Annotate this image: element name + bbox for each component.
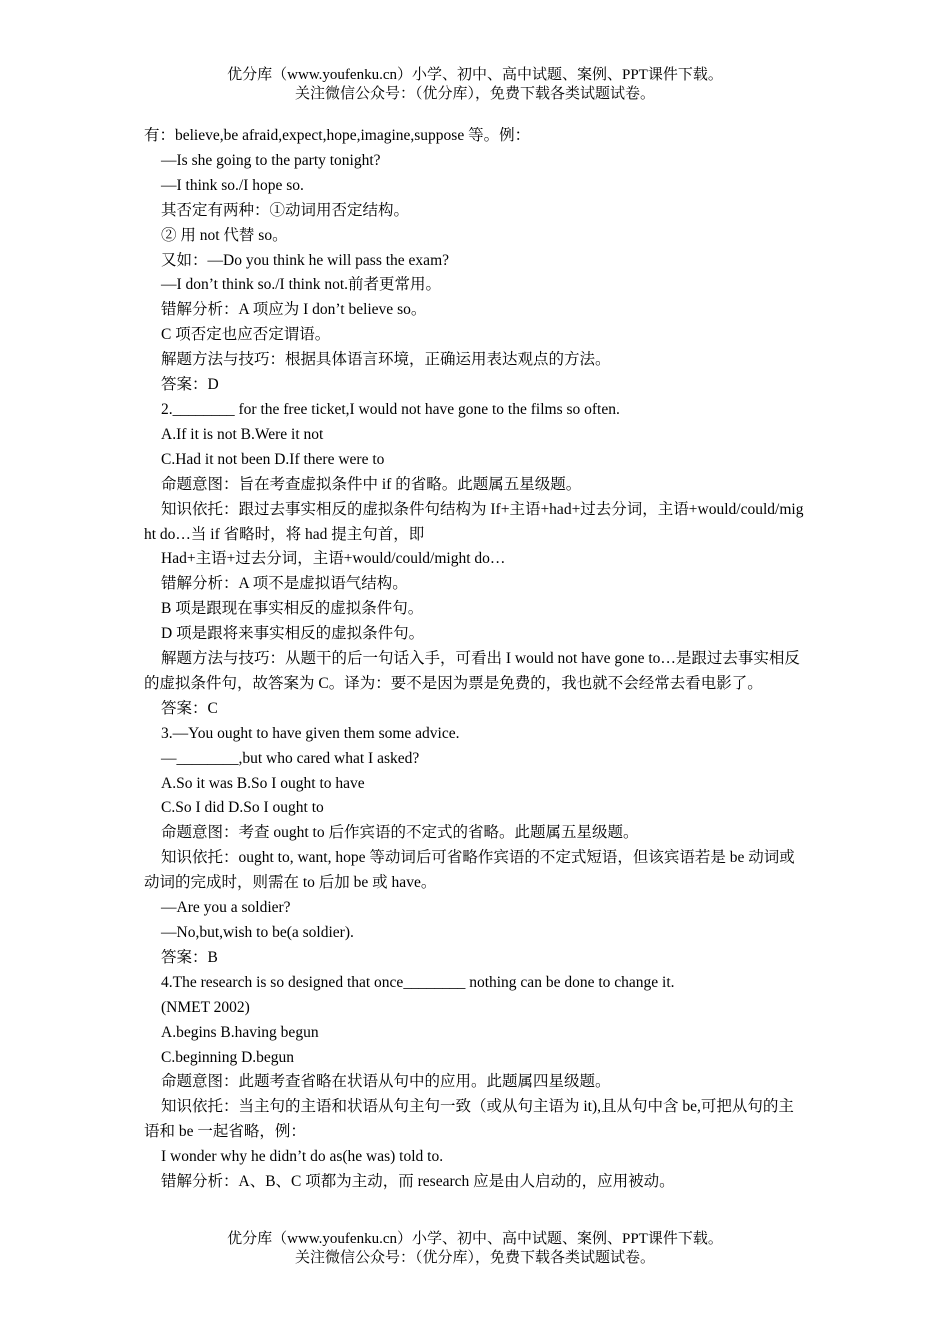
question-intent: 命题意图：考查 ought to 后作宾语的不定式的省略。此题属五星级题。 — [161, 824, 639, 842]
dialogue-line: —No,but,wish to be(a soldier). — [161, 924, 354, 941]
question-options: A.If it is not B.Were it not — [161, 425, 324, 443]
footer-line-2: 关注微信公众号：（优分库），免费下载各类试题试卷。 — [294, 1250, 655, 1266]
text-line: B 项是跟现在事实相反的虚拟条件句。 — [161, 600, 424, 618]
question-stem: 4.The research is so designed that once________ nothing can be done to change it. — [161, 973, 675, 991]
text-line: 有：believe,be afraid,expect,hope,imagine,suppose 等。例： — [144, 127, 531, 144]
question-stem: 2.________ for the free ticket,I would not have gone to the films so often. — [161, 400, 620, 418]
dialogue-line: —Is she going to the party tonight? — [161, 151, 381, 169]
header-line-2: 关注微信公众号：（优分库），免费下载各类试题试卷。 — [294, 86, 655, 102]
question-options: C.So I did D.So I ought to — [161, 799, 324, 817]
question-options: A.begins B.having begun — [161, 1023, 319, 1041]
question-stem: 3.—You ought to have given them some advice. — [161, 724, 460, 742]
header-line-1: 优分库（www.youfenku.cn）小学、初中、高中试题、案例、PPT课件下载。 — [227, 67, 723, 83]
text-line: 其否定有两种：①动词用否定结构。 — [161, 201, 410, 219]
question-options: C.beginning D.begun — [161, 1048, 295, 1066]
page-footer — [0, 1230, 950, 1268]
text-line: 又如：—Do you think he will pass the exam? — [161, 251, 449, 269]
question-intent: 命题意图：此题考查省略在状语从句中的应用。此题属四星级题。 — [161, 1073, 611, 1091]
text-line: ② 用 not 代替 so。 — [161, 226, 288, 244]
knowledge-basis: 知识依托：ought to, want, hope 等动词后可省略作宾语的不定式短语，但该宾语若是 be 动词或动词的完成时，则需在 to 后加 be 或 have。 — [144, 849, 795, 892]
document-body — [144, 124, 808, 1195]
error-analysis: 错解分析：A 项应为 I don’t believe so。 — [161, 301, 427, 319]
question-options: A.So it was B.So I ought to have — [161, 774, 365, 792]
page-header — [0, 66, 950, 104]
answer-line: 答案：D — [161, 376, 219, 394]
knowledge-basis: 知识依托：跟过去事实相反的虚拟条件句结构为 If+主语+had+过去分词，主语+would/could/might do…当 if 省略时，将 had 提主句首，即 — [144, 500, 804, 543]
dialogue-line: —I don’t think so./I think not.前者更常用。 — [161, 276, 442, 294]
error-analysis: 错解分析：A、B、C 项都为主动，而 research 应是由人启动的，应用被动。 — [161, 1173, 675, 1191]
question-stem: —________,but who cared what I asked? — [161, 749, 420, 767]
method-tip: 解题方法与技巧：根据具体语言环境，正确运用表达观点的方法。 — [161, 351, 611, 369]
answer-line: 答案：C — [161, 699, 218, 717]
answer-line: 答案：B — [161, 948, 218, 966]
question-source: (NMET 2002) — [161, 998, 250, 1016]
example-line: I wonder why he didn’t do as(he was) told to. — [161, 1148, 444, 1166]
dialogue-line: —I think so./I hope so. — [161, 176, 304, 194]
text-line: D 项是跟将来事实相反的虚拟条件句。 — [161, 625, 425, 643]
text-line: Had+主语+过去分词，主语+would/could/might do… — [161, 550, 506, 568]
dialogue-line: —Are you a soldier? — [161, 899, 291, 917]
method-tip: 解题方法与技巧：从题干的后一句话入手，可看出 I would not have gone to…是跟过去事实相反的虚拟条件句，故答案为 C。译为：要不是因为票是免费的，我也就不会经常去看电影了。 — [144, 650, 800, 692]
text-line: C 项否定也应否定谓语。 — [161, 326, 331, 344]
error-analysis: 错解分析：A 项不是虚拟语气结构。 — [161, 575, 408, 593]
knowledge-basis: 知识依托：当主句的主语和状语从句主句一致（或从句主语为 it),且从句中含 be,可把从句的主语和 be 一起省略，例： — [144, 1098, 794, 1141]
question-intent: 命题意图：旨在考查虚拟条件中 if 的省略。此题属五星级题。 — [161, 475, 582, 493]
footer-line-1: 优分库（www.youfenku.cn）小学、初中、高中试题、案例、PPT课件下载。 — [227, 1231, 723, 1247]
question-options: C.Had it not been D.If there were to — [161, 450, 385, 468]
